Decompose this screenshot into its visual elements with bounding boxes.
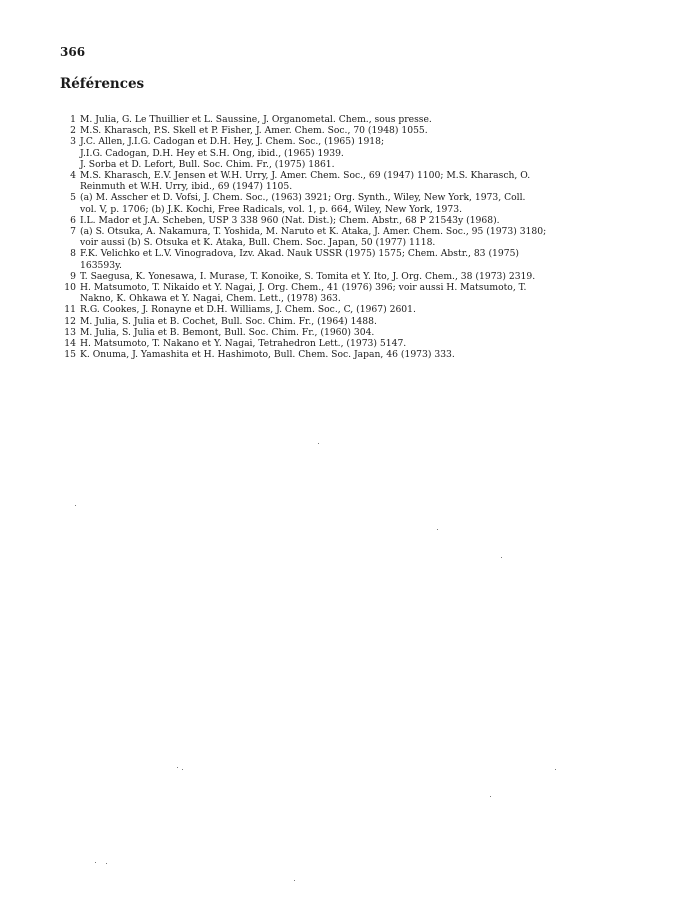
reference-item [58,125,648,136]
reference-text [80,136,648,170]
reference-item [58,226,648,248]
reference-line: (a) S. Otsuka, A. Nakamura, T. Yoshida, M. Naruto et K. Ataka, J. Amer. Chem. Soc., 95 (1973) 3180; [80,226,547,238]
reference-number: 11 [64,304,76,316]
reference-number: 4 [70,170,76,182]
reference-text [80,226,648,248]
reference-number: 7 [70,226,76,238]
page-number: 366 [60,45,86,59]
reference-text [80,349,648,360]
reference-number: 2 [70,125,76,137]
reference-line: J.C. Allen, J.I.G. Cadogan et D.H. Hey, J. Chem. Soc., (1965) 1918; [80,136,385,148]
reference-line: vol. V, p. 1706; (b) J.K. Kochi, Free Radicals, vol. 1, p. 664, Wiley, New York, 1973. [80,203,462,215]
reference-list [58,114,648,360]
reference-text [80,125,648,136]
reference-item [58,349,648,360]
scan-speck [437,529,438,530]
scan-speck [182,769,183,770]
scan-speck [177,767,178,768]
reference-line: R.G. Cookes, J. Ronayne et D.H. Williams, J. Chem. Soc., C, (1967) 2601. [80,304,416,316]
scan-speck [555,769,556,770]
scan-speck [106,863,107,864]
reference-item [58,327,648,338]
reference-text [80,304,648,315]
reference-item [58,271,648,282]
reference-line: K. Onuma, J. Yamashita et H. Hashimoto, Bull. Chem. Soc. Japan, 46 (1973) 333. [80,349,455,361]
reference-number: 15 [64,349,76,361]
reference-line: M.S. Kharasch, E.V. Jensen et W.H. Urry, J. Amer. Chem. Soc., 69 (1947) 1100; M.S. Kharasch, O. [80,170,531,182]
reference-text [80,192,648,214]
reference-text [80,282,648,304]
reference-item [58,338,648,349]
reference-item [58,192,648,214]
reference-line: J. Sorba et D. Lefort, Bull. Soc. Chim. Fr., (1975) 1861. [80,158,335,170]
reference-text [80,338,648,349]
scan-speck [318,443,319,444]
reference-item [58,215,648,226]
reference-line: H. Matsumoto, T. Nakano et Y. Nagai, Tetrahedron Lett., (1973) 5147. [80,338,407,350]
reference-line: M. Julia, S. Julia et B. Cochet, Bull. Soc. Chim. Fr., (1964) 1488. [80,315,377,327]
reference-item [58,282,648,304]
reference-item [58,316,648,327]
reference-line: M.S. Kharasch, P.S. Skell et P. Fisher, J. Amer. Chem. Soc., 70 (1948) 1055. [80,125,428,137]
reference-text [80,215,648,226]
reference-number: 8 [70,248,76,260]
reference-item [58,136,648,170]
reference-number: 5 [70,192,76,204]
reference-line: Nakno, K. Ohkawa et Y. Nagai, Chem. Lett., (1978) 363. [80,293,341,305]
scan-speck [95,862,96,863]
reference-line: 163593y. [80,259,122,271]
section-title: Références [60,76,145,92]
reference-line: M. Julia, S. Julia et B. Bemont, Bull. Soc. Chim. Fr., (1960) 304. [80,326,375,338]
reference-text [80,327,648,338]
scan-speck [501,557,502,558]
reference-line: F.K. Velichko et L.V. Vinogradova, Izv. Akad. Nauk USSR (1975) 1575; Chem. Abstr., 83 (1975) [80,248,519,260]
reference-text [80,271,648,282]
reference-number: 13 [64,326,76,338]
reference-line: T. Saegusa, K. Yonesawa, I. Murase, T. Konoike, S. Tomita et Y. Ito, J. Org. Chem., 38 (1973) 2319. [80,270,536,282]
reference-number: 3 [70,136,76,148]
reference-text [80,316,648,327]
reference-number: 6 [70,214,76,226]
reference-number: 1 [70,114,76,125]
reference-number: 14 [64,338,76,350]
reference-line: voir aussi (b) S. Otsuka et K. Ataka, Bull. Chem. Soc. Japan, 50 (1977) 1118. [80,237,436,249]
reference-line: Reinmuth et W.H. Urry, ibid., 69 (1947) 1105. [80,181,293,193]
scan-speck [490,796,491,797]
reference-item [58,248,648,270]
reference-line: I.L. Mador et J.A. Scheben, USP 3 338 960 (Nat. Dist.); Chem. Abstr., 68 P 21543y (1968). [80,214,500,226]
reference-number: 9 [70,270,76,282]
reference-text [80,170,648,192]
reference-text [80,114,648,125]
reference-line: M. Julia, G. Le Thuillier et L. Saussine, J. Organometal. Chem., sous presse. [80,114,432,125]
reference-number: 10 [64,282,76,294]
reference-text [80,248,648,270]
reference-number: 12 [64,315,76,327]
reference-line: J.I.G. Cadogan, D.H. Hey et S.H. Ong, ibid., (1965) 1939. [80,147,344,159]
scan-speck [75,505,76,506]
scan-speck [294,880,295,881]
reference-item [58,304,648,315]
reference-line: H. Matsumoto, T. Nikaido et Y. Nagai, J. Org. Chem., 41 (1976) 396; voir aussi H. Matsumoto, T. [80,282,527,294]
reference-item [58,114,648,125]
reference-line: (a) M. Asscher et D. Vofsi, J. Chem. Soc., (1963) 3921; Org. Synth., Wiley, New York, 1973, Coll. [80,192,526,204]
reference-item [58,170,648,192]
